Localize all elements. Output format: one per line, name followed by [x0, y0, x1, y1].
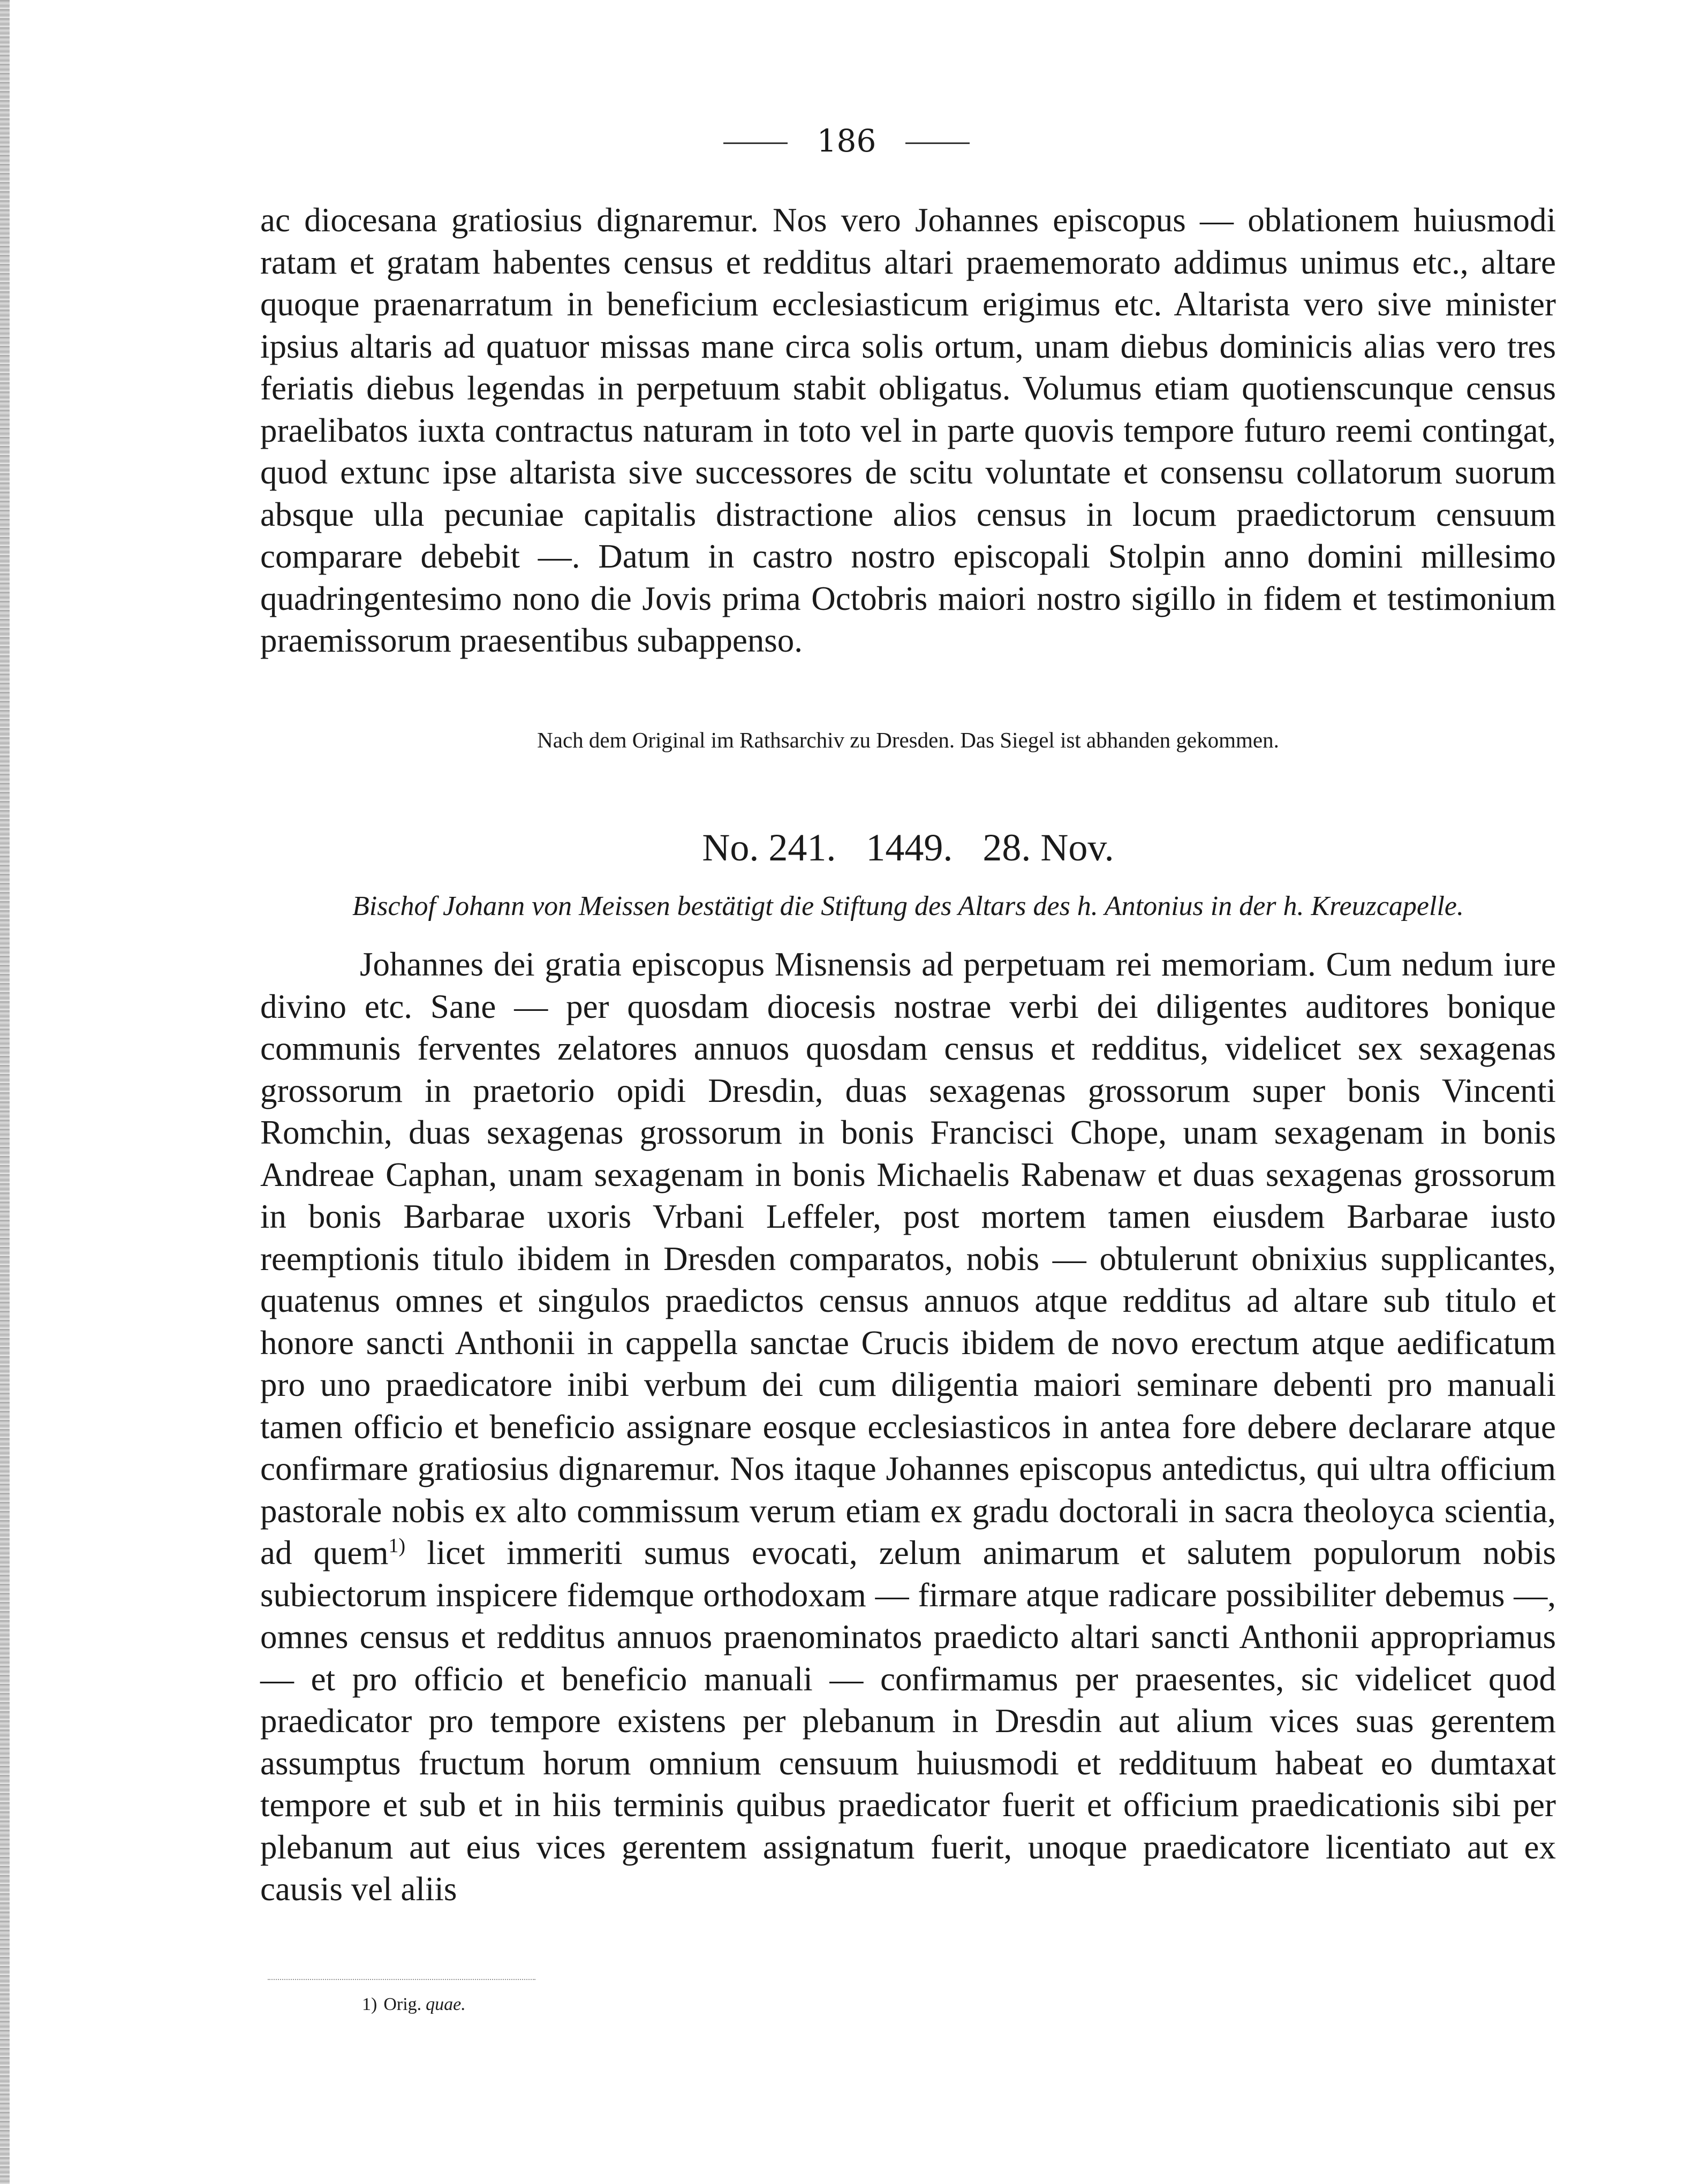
document-year: 1449. — [866, 826, 953, 869]
source-note: Nach dem Original im Rathsarchiv zu Dresden. Das Siegel ist abhanden gekommen. — [537, 728, 1279, 752]
document-text-part1: Johannes dei gratia episcopus Misnensis ad perpetuam rei memoriam. Cum nedum iure divino etc. Sane — per quosdam diocesis nostrae verbi dei diligentes auditores bonique communis ferventes zelatores annuos quosdam census et redditus, videlicet sex sexagenas grossorum in praetorio opidi Dresdin, duas sexagenas grossorum super bonis Vincenti Romchin, duas sexagenas grossorum in bonis Francisci Chope, unam sexagenam in bonis Andreae Caphan, unam sexagenam in bonis Michaelis Rabenaw et duas sexagenas grossorum in bonis Barbarae uxoris Vrbani Leffeler, post mortem tamen eiusdem Barbarae iusto reemptionis titulo ibidem in Dresden comparatos, nobis — obtulerunt obnixius supplicantes, quatenus omnes et singulos praedictos census annuos atque redditus ad altare sub titulo et honore sancti Anthonii in cappella sanctae Crucis ibidem de novo erectum atque aedificatum pro uno praedicatore inibi verbum dei cum diligentia maiori seminare debenti pro manuali tamen officio et beneficio assignare eosque ecclesiasticos in antea fore debere declarare atque confirmare gratiosius dignaremur. Nos itaque Johannes episcopus antedictus, qui ultra officium pastorale nobis ex alto commissum verum etiam ex gradu doctorali in sacra theoloyca scientia, ad quem — [260, 946, 1556, 1571]
page-header — [0, 122, 1693, 160]
document-regest: Bischof Johann von Meissen bestätigt die Stiftung des Altars des h. Antonius in der h. Kreuzcapelle. — [352, 891, 1464, 921]
footnote — [362, 1993, 466, 2016]
header-dash-right — [905, 142, 970, 144]
footnote-label: Orig. — [383, 1994, 422, 2014]
header-dash-left — [723, 142, 788, 144]
document-heading — [260, 825, 1556, 871]
document-text-part2: licet immeriti sumus evocati, zelum animarum et salutem populorum nobis subiectorum inspicere fidemque orthodoxam — firmare atque radicare possibiliter debemus —, omnes census et redditus annuos praenominatos praedicto altari sancti Anthonii appropriamus — et pro officio et beneficio manuali — confirmamus per praesentes, sic videlicet quod praedicator pro tempore existens per plebanum in Dresdin aut alium vices suas gerentem assumptus fructum horum omnium censuum huiusmodi et reddituum habeat eo dumtaxat tempore et sub et in hiis terminis quibus praedicator fuerit et officium praedicationis sibi per plebanum aut eius vices gerentem assignatum fuerit, unoque praedicatore licentiato aut ex causis vel aliis — [260, 1534, 1556, 1908]
previous-document-paragraph: ac diocesana gratiosius dignaremur. Nos vero Johannes episcopus — oblationem huiusmodi ratam et gratam habentes census et redditus altari praememorato addimus unimus etc., altare quoque praenarratum in beneficium ecclesiasticum erigimus etc. Altarista vero sive minister ipsius altaris ad quatuor missas mane circa solis ortum, unam diebus dominicis alias vero tres feriatis diebus legendas in perpetuum stabit obligatus. Volumus etiam quotienscunque census praelibatos iuxta contractus naturam in toto vel in parte quovis tempore futuro reemi contingat, quod extunc ipse altarista sive successores de scitu voluntate et consensu collatorum suorum absque ulla pecuniae capitalis distractione alios census in locum praedictorum censuum comparare debebit —. Datum in castro nostro episcopali Stolpin anno domini millesimo quadringentesimo nono die Jovis prima Octobris maiori nostro sigillo in fidem et testimonium praemissorum praesentibus subappenso. — [260, 201, 1556, 659]
document-date: 28. Nov. — [982, 826, 1114, 869]
scan-edge — [0, 0, 10, 2184]
footnote-reference: 1) — [388, 1535, 406, 1557]
footnote-text: quae. — [426, 1994, 466, 2014]
page-number: 186 — [817, 123, 876, 159]
footnote-marker: 1) — [362, 1994, 377, 2014]
document-paragraph — [260, 943, 1556, 1910]
document-text — [260, 943, 1556, 1910]
previous-document-text — [260, 199, 1556, 662]
footnote-divider — [268, 1979, 535, 1980]
document-number: No. 241. — [702, 826, 836, 869]
